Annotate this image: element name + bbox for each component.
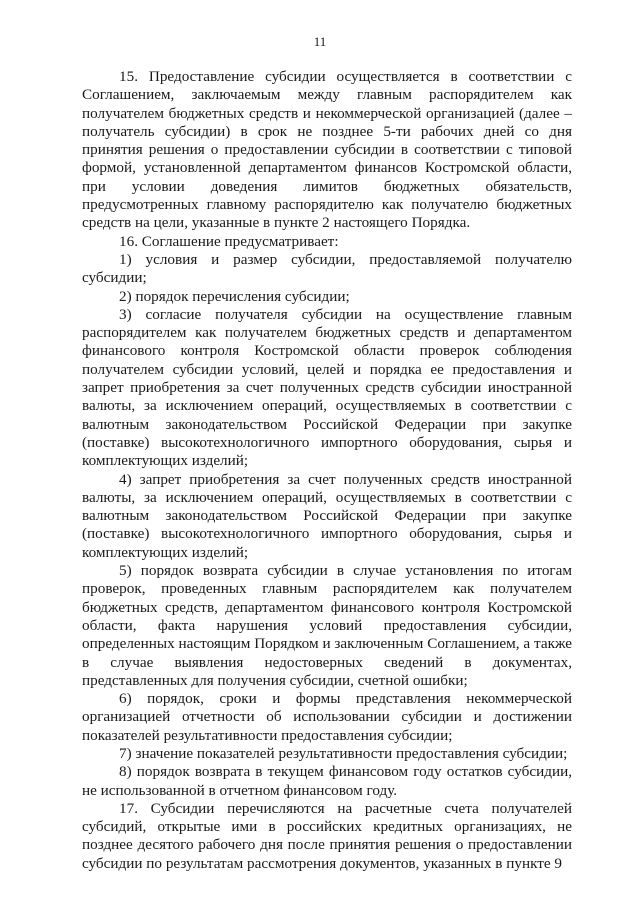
list-item-8: 8) порядок возврата в текущем финансовом году остатков субсидии, не использованной в отчетном финансовом году.: [82, 763, 572, 799]
page-number: 11: [313, 34, 327, 49]
document-body: [82, 68, 572, 873]
list-item-6: 6) порядок, сроки и формы представления некоммерческой организацией отчетности об использовании субсидии и достижении показателей результативности предоставления субсидии;: [82, 690, 572, 744]
list-item-1: 1) условия и размер субсидии, предоставляемой получателю субсидии;: [82, 250, 572, 287]
paragraph-17: 17. Субсидии перечисляются на расчетные счета получателей субсидий, открытые ими в российских кредитных организациях, не позднее десятого рабочего дня после принятия решения о предоставлении субсидии по результатам рассмотрения документов, указанных в пункте 9: [82, 799, 572, 872]
list-item-7: 7) значение показателей результативности предоставления субсидии;: [119, 744, 568, 762]
paragraph-15: 15. Предоставление субсидии осуществляется в соответствии с Соглашением, заключаемым между главным распорядителем как получателем бюджетных средств и некоммерческой организацией (далее – получатель субсидии) в срок не позднее 5-ти рабочих дней со дня принятия решения о предоставлении субсидии в соответствии с типовой формой, установленной департаментом финансов Костромской области, при условии доведения лимитов бюджетных обязательств, предусмотренных главному распорядителю как получателю бюджетных средств на цели, указанные в пункте 2 настоящего Порядка.: [82, 68, 572, 232]
list-item-4: 4) запрет приобретения за счет полученных средств иностранной валюты, за исключением операций, осуществляемых в соответствии с валютным законодательством Российской Федерации при закупке (поставке) высокотехнологичного импортного оборудования, сырья и комплектующих изделий;: [82, 470, 572, 561]
list-item-3: 3) согласие получателя субсидии на осуществление главным распорядителем как получателем бюджетных средств и департаментом финансового контроля Костромской области проверок соблюдения получателем субсидии условий, целей и порядка ее предоставления и запрет приобретения за счет полученных средств субсидии иностранной валюты, за исключением операций, осуществляемых в соответствии с валютным законодательством Российской Федерации при закупке (поставке) высокотехнологичного импортного оборудования, сырья и комплектующих изделий;: [82, 305, 572, 470]
list-item-5: 5) порядок возврата субсидии в случае установления по итогам проверок, проведенных главным распорядителем как получателем бюджетных средств, департаментом финансового контроля Костромской области, факта нарушения условий предоставления субсидии, определенных настоящим Порядком и заключенным Соглашением, а также в случае выявления недостоверных сведений в документах, представленных для получения субсидии, счетной ошибки;: [82, 562, 572, 689]
paragraph-16: 16. Соглашение предусматривает:: [119, 232, 339, 250]
list-item-2: 2) порядок перечисления субсидии;: [119, 287, 350, 305]
